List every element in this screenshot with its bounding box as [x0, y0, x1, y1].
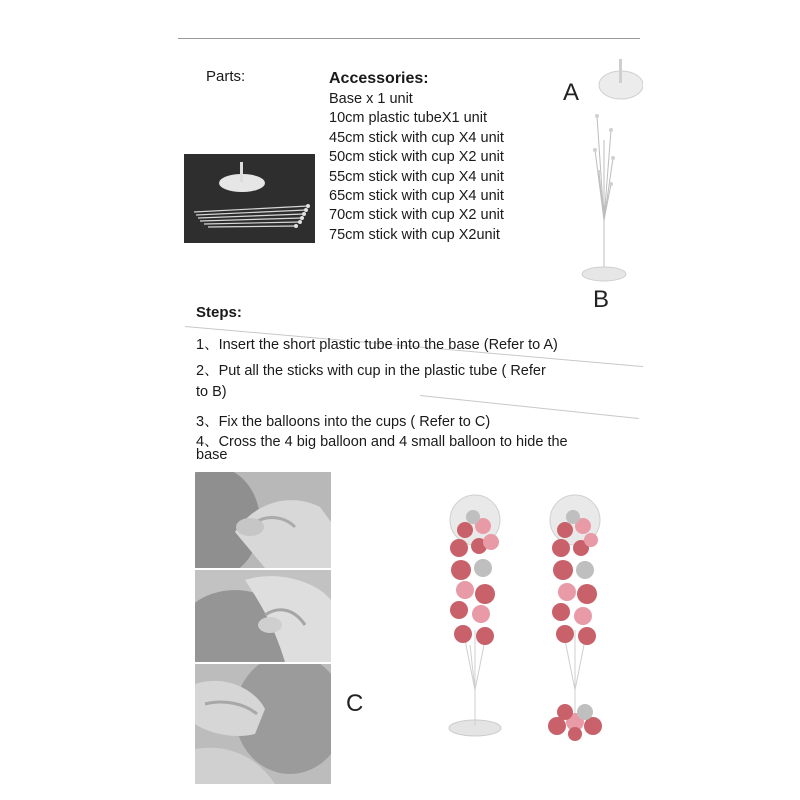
balloon-column-right: [535, 490, 615, 745]
step-4-continued: base: [196, 447, 228, 463]
hand-photo-3: [195, 664, 331, 784]
step-2: 2、Put all the sticks with cup in the plastic tube ( Refer: [196, 363, 546, 379]
parts-label: Parts:: [206, 68, 246, 85]
accessories-title: Accessories:: [329, 70, 429, 87]
accessory-item: 55cm stick with cup X4 unit: [329, 168, 504, 185]
accessory-item: Base x 1 unit: [329, 91, 413, 107]
accessory-item: 45cm stick with cup X4 unit: [329, 129, 504, 146]
accessory-item: 75cm stick with cup X2unit: [329, 226, 500, 243]
accessories-list: [329, 90, 504, 245]
hand-photo-1-illustration: [195, 472, 331, 568]
assembled-stand-illustration: [575, 110, 635, 285]
parts-photo: [184, 154, 315, 243]
steps-title: Steps:: [196, 304, 242, 321]
top-rule: [178, 38, 640, 39]
accessory-item: 65cm stick with cup X4 unit: [329, 188, 504, 205]
step-3: 3、Fix the balloons into the cups ( Refer to C): [196, 414, 491, 430]
step-1: 1、Insert the short plastic tube into the base (Refer to A): [196, 337, 558, 353]
label-c: C: [346, 690, 364, 717]
balloon-column-left: [435, 490, 515, 745]
hand-photo-2: [195, 570, 331, 662]
accessory-item: 10cm plastic tubeX1 unit: [329, 110, 487, 127]
accessory-item: 50cm stick with cup X2 unit: [329, 149, 504, 166]
label-b: B: [593, 286, 610, 313]
hand-photo-3-illustration: [195, 664, 331, 784]
label-a: A: [563, 79, 580, 106]
parts-illustration: [184, 154, 315, 243]
step-2-continued: to B): [196, 384, 227, 400]
base-with-tube-illustration: [595, 55, 643, 105]
hand-photo-1: [195, 472, 331, 568]
hand-photo-2-illustration: [195, 570, 331, 662]
accessory-item: 70cm stick with cup X2 unit: [329, 207, 504, 224]
step-4: 4、Cross the 4 big balloon and 4 small balloon to hide the: [196, 434, 568, 450]
